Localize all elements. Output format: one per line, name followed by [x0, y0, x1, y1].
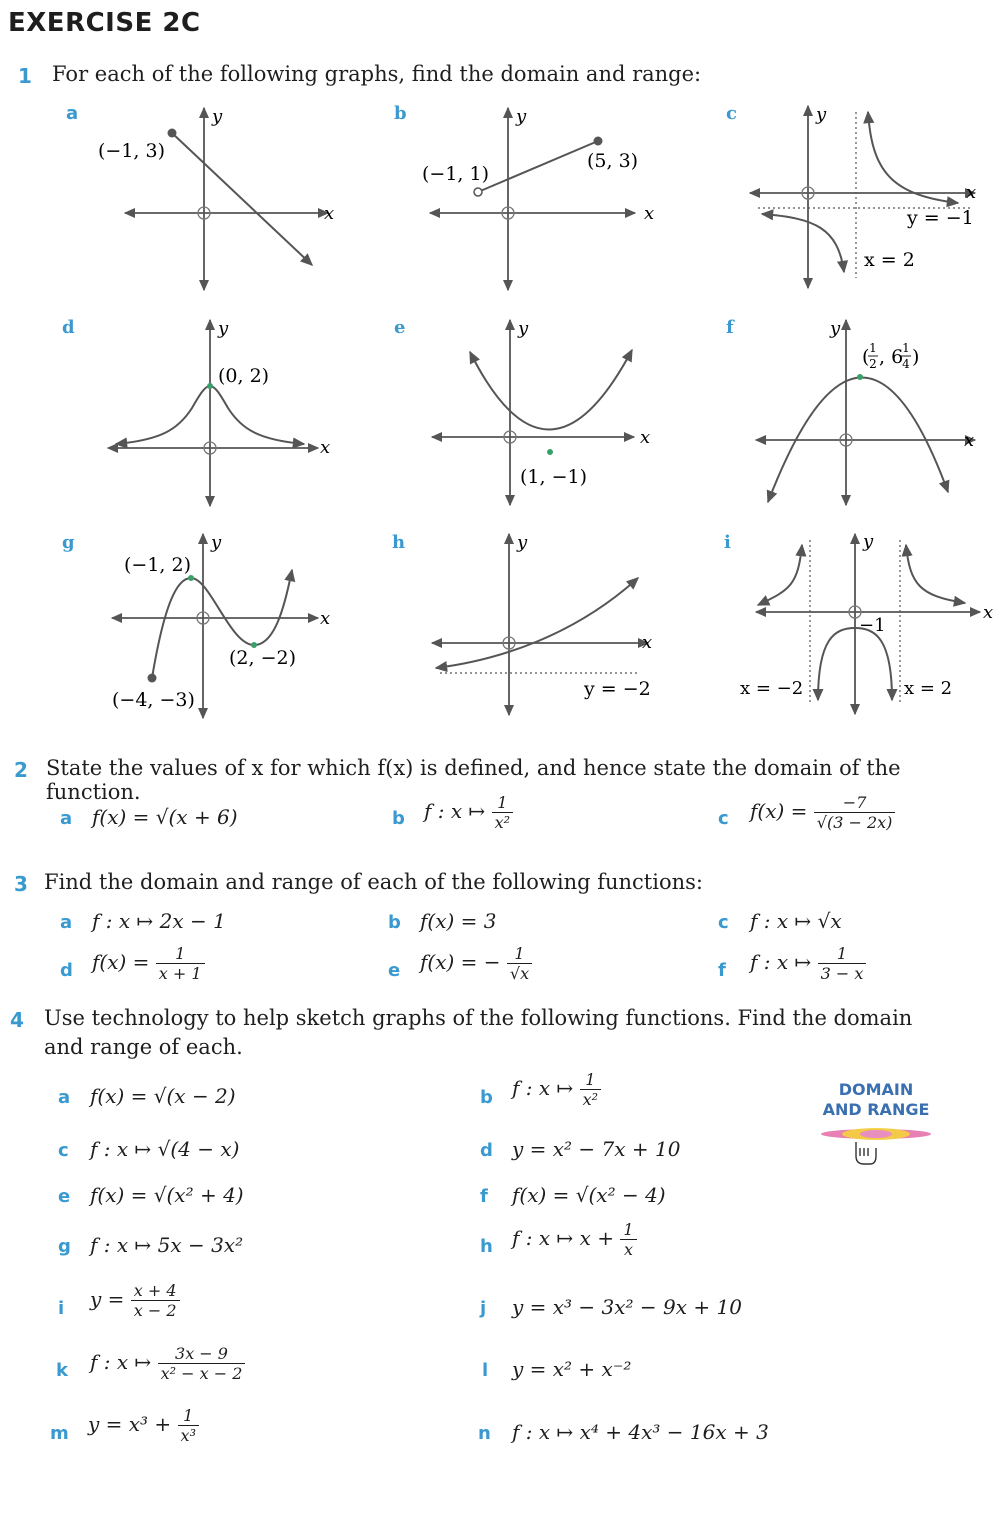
- q4-b-label: b: [480, 1087, 493, 1108]
- q4-i-expr: y = $\frac{x + 4}{x - 2}$: [90, 1281, 180, 1320]
- q3-f-label: f: [718, 960, 726, 981]
- graph-c: [726, 103, 976, 288]
- q4-a-expr: f(x) = √(x − 2): [90, 1084, 236, 1108]
- graph-i-left-branch: [758, 545, 802, 605]
- q4-l-label: l: [482, 1360, 489, 1381]
- graph-b-y-label: y: [516, 106, 527, 127]
- graph-e-parabola: [470, 350, 632, 430]
- graph-f: [726, 317, 975, 505]
- graph-g: [62, 532, 330, 718]
- graph-i-y-label: y: [863, 531, 874, 552]
- graph-g-y-label: y: [211, 532, 222, 553]
- q2-c-label: c: [718, 808, 729, 829]
- graph-a-point-label: (−1, 3): [98, 140, 166, 162]
- graph-a: [66, 103, 334, 290]
- q3-e-expr: f(x) = − $\frac{1}{√x}$: [420, 944, 532, 983]
- graph-c-y-label: y: [816, 104, 827, 125]
- graph-e-min-point: [547, 449, 553, 455]
- graph-i-x-label: x: [983, 602, 994, 623]
- q4-j-label: j: [480, 1298, 487, 1319]
- graph-c-label: c: [726, 103, 737, 124]
- svg-text:(: (: [862, 346, 870, 368]
- q3-e-label: e: [388, 960, 401, 981]
- graph-h-x-label: x: [642, 632, 653, 653]
- graph-i-point-label: −1: [859, 615, 886, 636]
- q3-d-label: d: [60, 960, 73, 981]
- graph-g-min-label: (2, −2): [229, 647, 297, 669]
- q3-a-expr: f : x ↦ 2x − 1: [92, 909, 226, 933]
- graph-f-point-label: [862, 341, 919, 371]
- question-2-number: 2: [14, 758, 28, 782]
- badge-line1: DOMAIN: [838, 1080, 914, 1099]
- pointer-hand-icon: [816, 1120, 936, 1170]
- q2-a-label: a: [60, 808, 73, 829]
- graph-g-end-label: (−4, −3): [112, 689, 195, 711]
- graph-f-x-label: x: [964, 430, 975, 451]
- svg-text:4: 4: [902, 357, 910, 371]
- graph-a-x-label: x: [324, 203, 335, 224]
- graph-d-max-point: [207, 383, 213, 389]
- graph-b-label: b: [394, 103, 407, 124]
- graph-e-point-label: (1, −1): [520, 466, 588, 488]
- graph-d-point-label: (0, 2): [218, 365, 270, 387]
- q3-a-label: a: [60, 912, 73, 933]
- q4-g-expr: f : x ↦ 5x − 3x²: [90, 1233, 244, 1257]
- graphs-figure: [0, 0, 1000, 730]
- graph-f-y-label: y: [830, 318, 841, 339]
- q4-c-expr: f : x ↦ √(4 − x): [90, 1137, 240, 1161]
- q3-c-label: c: [718, 912, 729, 933]
- q4-e-expr: f(x) = √(x² + 4): [90, 1183, 244, 1207]
- graph-b-x-label: x: [644, 203, 655, 224]
- graph-i-right-asym-label: x = 2: [904, 678, 953, 699]
- q3-b-label: b: [388, 912, 401, 933]
- graph-b-closed-label: (5, 3): [587, 150, 639, 172]
- domain-range-badge[interactable]: [816, 1080, 936, 1175]
- question-4-text-line2: and range of each.: [44, 1035, 243, 1059]
- question-1-text: For each of the following graphs, find the domain and range:: [52, 62, 702, 86]
- graph-b-open-label: (−1, 1): [422, 163, 490, 185]
- graph-a-y-label: y: [212, 106, 223, 127]
- q4-f-label: f: [480, 1186, 488, 1207]
- q4-f-expr: f(x) = √(x² − 4): [512, 1183, 666, 1207]
- exercise-title: EXERCISE 2C: [8, 8, 201, 38]
- question-4-number: 4: [10, 1008, 24, 1032]
- svg-text:2: 2: [869, 357, 877, 371]
- graph-d: [62, 317, 330, 506]
- graph-g-closed-endpoint: [148, 674, 157, 683]
- q4-b-expr: f : x ↦ $\frac{1}{\text{x²}}$: [512, 1070, 601, 1109]
- q4-h-expr: f : x ↦ x + $\frac{1}{x}$: [512, 1220, 637, 1259]
- q2-b-label: b: [392, 808, 405, 829]
- q4-j-expr: y = x³ − 3x² − 9x + 10: [512, 1295, 742, 1319]
- graph-h-curve: [436, 578, 638, 668]
- question-3-number: 3: [14, 872, 28, 896]
- graph-e-x-label: x: [640, 427, 651, 448]
- graph-i-left-asym-label: x = −2: [740, 678, 804, 699]
- q4-k-expr: f : x ↦ $\frac{3x - 9}{\text{x² − x − 2}}$: [90, 1344, 245, 1383]
- q4-i-label: i: [58, 1298, 65, 1319]
- graph-d-y-label: y: [218, 318, 229, 339]
- question-1-number: 1: [18, 64, 32, 88]
- q4-d-expr: y = x² − 7x + 10: [512, 1137, 681, 1161]
- q4-n-label: n: [478, 1423, 491, 1444]
- graph-h-asym-label: y = −2: [584, 678, 651, 700]
- q2-b-expr: f : x ↦ $\frac{1}{\text{x²}}$: [424, 793, 513, 832]
- graph-b-closed-endpoint: [594, 137, 603, 146]
- graph-g-x-label: x: [320, 608, 331, 629]
- graph-h: [392, 532, 652, 715]
- graph-d-x-label: x: [320, 437, 331, 458]
- question-3-text: Find the domain and range of each of the following functions:: [44, 870, 703, 894]
- q4-h-label: h: [480, 1236, 493, 1257]
- svg-text:): ): [912, 346, 920, 368]
- q4-d-label: d: [480, 1140, 493, 1161]
- graph-i: [724, 531, 993, 714]
- q3-f-expr: f : x ↦ $\frac{1}{3 - x}$: [750, 944, 866, 983]
- graph-g-label: g: [62, 532, 75, 553]
- q3-b-expr: f(x) = 3: [420, 909, 497, 933]
- graph-d-label: d: [62, 317, 75, 338]
- svg-text:, 6: , 6: [879, 346, 904, 368]
- graph-b-segment: [478, 141, 598, 192]
- question-4-text-line1: Use technology to help sketch graphs of the following functions. Find the domain: [44, 1006, 913, 1030]
- graph-f-label: f: [726, 317, 734, 338]
- badge-line2: AND RANGE: [822, 1100, 930, 1119]
- q2-c-expr: f(x) = $\frac{-7}{√(3 - 2x)}$: [750, 793, 895, 832]
- graph-c-h-asym-label: y = −1: [907, 207, 974, 229]
- q2-a-expr: f(x) = √(x + 6): [92, 805, 238, 829]
- q4-a-label: a: [58, 1087, 71, 1108]
- graph-e-y-label: y: [518, 318, 529, 339]
- q4-c-label: c: [58, 1140, 69, 1161]
- graph-h-y-label: y: [517, 532, 528, 553]
- graph-g-max-label: (−1, 2): [124, 554, 192, 576]
- graph-h-label: h: [392, 532, 406, 553]
- q4-n-expr: f : x ↦ x⁴ + 4x³ − 16x + 3: [512, 1420, 769, 1444]
- q4-e-label: e: [58, 1186, 71, 1207]
- svg-text:1: 1: [869, 341, 877, 355]
- graph-e-label: e: [394, 317, 406, 338]
- q4-g-label: g: [58, 1236, 71, 1257]
- graph-c-v-asym-label: x = 2: [864, 249, 915, 271]
- graph-c-x-label: x: [966, 182, 977, 203]
- graph-b: [394, 103, 654, 290]
- graph-f-max-point: [857, 374, 863, 380]
- graph-i-right-branch: [906, 545, 965, 603]
- q3-c-expr: f : x ↦ √x: [750, 909, 842, 933]
- q4-m-label: m: [50, 1423, 69, 1444]
- graph-c-left-branch: [762, 214, 844, 272]
- graph-e: [394, 317, 650, 505]
- graph-i-label: i: [724, 532, 731, 553]
- q4-m-expr: y = x³ + $\frac{1}{\text{x³}}$: [88, 1406, 199, 1445]
- graph-b-open-endpoint: [474, 188, 482, 196]
- q4-l-expr: y = x² + x⁻²: [512, 1357, 632, 1381]
- question-2-text: State the values of x for which f(x) is defined, and hence state the domain of the function.: [46, 756, 901, 804]
- q3-d-expr: f(x) = $\frac{1}{x + 1}$: [92, 944, 205, 983]
- svg-text:1: 1: [902, 341, 910, 355]
- graph-a-closed-endpoint: [168, 129, 177, 138]
- q4-k-label: k: [56, 1360, 68, 1381]
- graph-c-right-branch: [868, 112, 958, 203]
- graph-a-label: a: [66, 103, 79, 124]
- graph-a-line: [172, 133, 312, 265]
